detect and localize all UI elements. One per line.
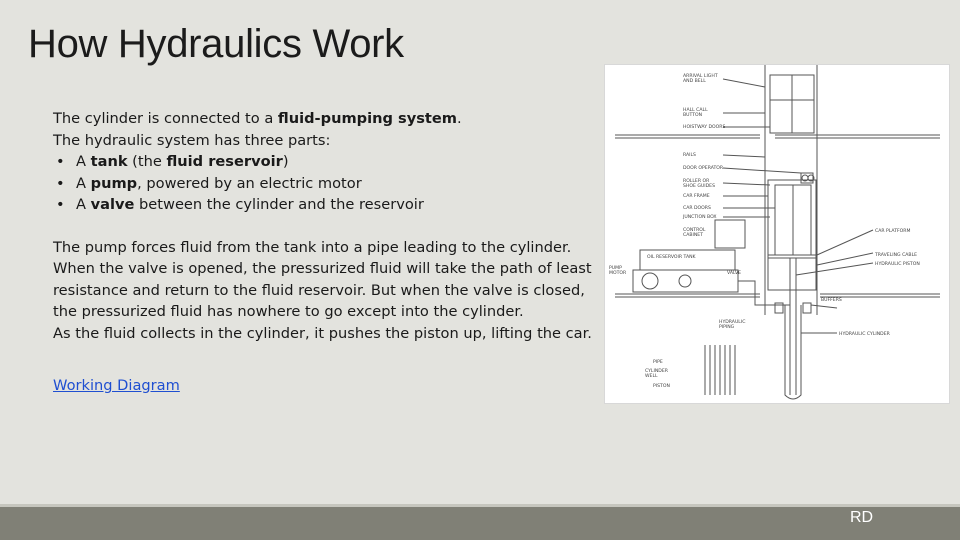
- footer-bar: [0, 504, 960, 540]
- label-piston: PISTON: [653, 384, 670, 389]
- intro-line-1: The cylinder is connected to a fluid-pumping system.: [53, 110, 462, 127]
- explanation-line-1: The pump forces fluid from the tank into a pipe leading to the cylinder.: [53, 238, 572, 256]
- buffer-right: [803, 303, 811, 313]
- label-oil-reservoir-tank: OIL RESERVOIR TANK: [647, 255, 696, 260]
- label-door-operator: DOOR OPERATOR: [683, 166, 724, 171]
- label-car-frame: CAR FRAME: [683, 194, 710, 199]
- hydraulic-elevator-diagram: [605, 65, 949, 403]
- label-motor: MOTOR: [609, 271, 627, 276]
- bullet-valve: • A valve between the cylinder and the reservoir: [53, 194, 598, 216]
- bullet-pump: • A pump, powered by an electric motor: [53, 173, 598, 195]
- label-hydraulic-cylinder: HYDRAULIC CYLINDER: [839, 332, 890, 337]
- motor-wheel: [642, 273, 658, 289]
- pipe-detail: [705, 345, 735, 395]
- intro-line-2: The hydraulic system has three parts:: [53, 131, 331, 149]
- pump-wheel: [679, 275, 691, 287]
- explanation-line-3: resistance and return to the fluid reservoir. But when the valve is closed,: [53, 281, 585, 299]
- oil-reservoir-tank: [640, 250, 735, 270]
- cylinder-well: [785, 305, 801, 399]
- slide-body: [53, 108, 598, 344]
- explanation-line-2: When the valve is opened, the pressurized fluid will take the path of least: [53, 260, 592, 277]
- label-cylinder: CYLINDER: [645, 369, 668, 374]
- label-hydraulic: HYDRAULIC: [719, 320, 746, 325]
- label-valve: VALVE: [727, 271, 742, 276]
- label-shoe-guides: SHOE GUIDES: [683, 184, 715, 189]
- parts-list: [53, 151, 598, 216]
- label-and-bell: AND BELL: [683, 79, 706, 84]
- label-control: CONTROL: [683, 228, 706, 233]
- label-car-platform: CAR PLATFORM: [875, 229, 911, 234]
- label-cabinet: CABINET: [683, 233, 704, 238]
- explanation-line-5: As the fluid collects in the cylinder, it pushes the piston up, lifting the car.: [53, 324, 592, 342]
- label-hydraulic-piston: HYDRAULIC PISTON: [875, 262, 920, 267]
- label-junction-box: JUNCTION BOX: [683, 215, 717, 220]
- label-well: WELL: [645, 374, 658, 379]
- label-roller-or: ROLLER OR: [683, 179, 710, 184]
- label-rails: RAILS: [683, 153, 696, 158]
- working-diagram-link[interactable]: Working Diagram: [53, 377, 180, 394]
- label-piping: PIPING: [719, 325, 735, 330]
- slide-title: How Hydraulics Work: [28, 22, 404, 66]
- label-hall-call: HALL CALL: [683, 108, 708, 113]
- diagram-svg: [605, 65, 949, 403]
- footer-initials: RD: [850, 509, 874, 526]
- label-car-doors: CAR DOORS: [683, 206, 711, 211]
- control-cabinet: [715, 220, 745, 248]
- label-pump: PUMP: [609, 266, 622, 271]
- door-operator-box: [801, 173, 813, 183]
- label-pipe: PIPE: [653, 360, 663, 365]
- hydraulic-piping: [738, 281, 790, 305]
- bullet-tank: • A tank (the fluid reservoir): [53, 151, 598, 173]
- label-hoistway-doors: HOISTWAY DOORS: [683, 125, 726, 130]
- label-traveling-cable: TRAVELING CABLE: [875, 253, 918, 258]
- label-button: BUTTON: [683, 113, 703, 118]
- explanation-line-4: the pressurized fluid has nowhere to go except into the cylinder.: [53, 303, 524, 320]
- label-arrival-light: ARRIVAL LIGHT: [683, 74, 718, 79]
- label-buffers: BUFFERS: [821, 298, 842, 303]
